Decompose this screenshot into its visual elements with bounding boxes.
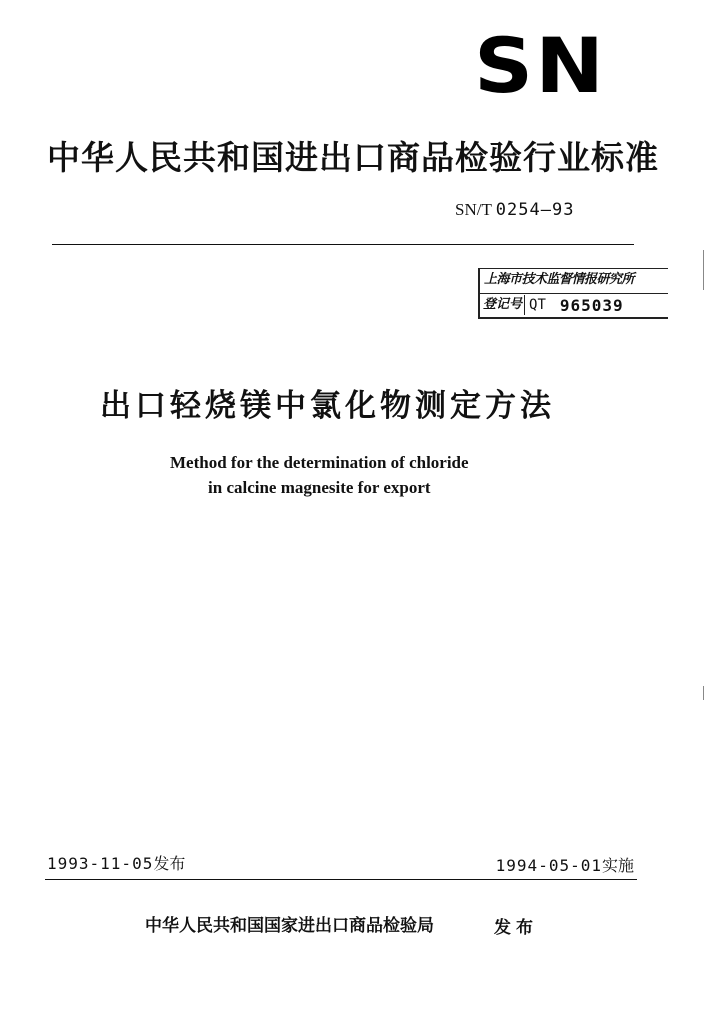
implementation-date-label: 实施: [601, 856, 634, 875]
scan-margin-mark: [703, 250, 704, 290]
standard-category-title: 中华人民共和国进出口商品检验行业标准: [47, 138, 659, 177]
issue-date: [47, 853, 185, 875]
implementation-date: [496, 855, 634, 877]
issuing-authority: 中华人民共和国国家进出口商品检验局: [145, 916, 434, 936]
scan-margin-mark: [703, 686, 704, 700]
document-title-english: [170, 450, 469, 500]
stamp-reg-label: 登记号: [483, 295, 525, 315]
sn-logo: SN: [474, 21, 607, 110]
stamp-reg-code: 965039: [559, 295, 624, 315]
issue-date-value: 1993-11-05: [47, 854, 154, 873]
english-title-line-2: in calcine magnesite for export: [208, 478, 431, 497]
stamp-organization: 上海市技术监督情报研究所: [484, 272, 635, 287]
implementation-date-value: 1994-05-01: [495, 856, 602, 875]
stamp-reg-prefix: QT: [529, 297, 546, 313]
stamp-registration-row: [483, 295, 624, 315]
issue-date-label: 发布: [153, 854, 186, 873]
stamp-divider: [480, 293, 668, 294]
english-title-line-1: Method for the determination of chloride: [170, 453, 469, 472]
registration-stamp: [478, 268, 668, 319]
header-divider: [52, 244, 634, 245]
standard-prefix: SN/T: [455, 200, 492, 219]
standard-code: 0254—93: [495, 200, 575, 220]
document-title-chinese: 出口轻烧镁中氯化物测定方法: [100, 388, 555, 424]
standard-number: [455, 200, 574, 220]
footer-divider: [45, 879, 637, 880]
issue-word: 发布: [494, 918, 538, 938]
